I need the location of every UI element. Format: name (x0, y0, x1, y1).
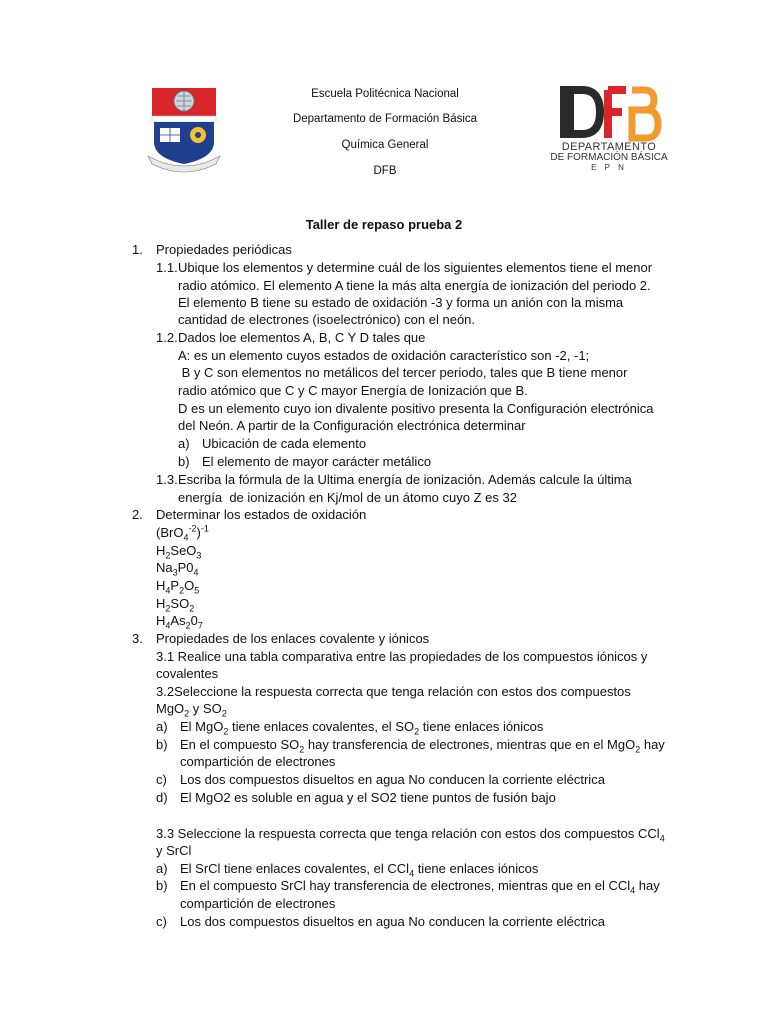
question-line: covalentes (156, 666, 219, 681)
question-line: MgO$_2$ y $SO_2$ (156, 701, 227, 719)
question-line: A: es un elemento cuyos estados de oxidación característico son -2, -1; (178, 348, 590, 363)
question-line: cantidad de electrones (isoelectrónico) con el neón. (178, 312, 476, 327)
question-line: Escriba la fórmula de la Ultima energía de ionización. Además calcule la última (178, 472, 632, 487)
question-line: radio atómico que C y C mayor Energía de Ionización que B. (178, 383, 528, 398)
option-text: Ubicación de cada elemento (202, 436, 367, 451)
option-text: En el compuesto $SO_2$ hay transferencia de electrones, mientras que en el MgO$_2$ hay (180, 737, 665, 755)
dfb-logo-line1: DEPARTAMENTO (561, 141, 657, 153)
option-text: Los dos compuestos disueltos en agua No conducen la corriente eléctrica (180, 914, 605, 929)
question-line: energía de ionización en Kj/mol de un átomo cuyo Z es 32 (178, 490, 517, 505)
option-letter: a) (156, 861, 168, 876)
option-letter: b) (156, 878, 168, 893)
option-text: El MgO$_2$ tiene enlaces covalentes, el $SO_2$ tiene enlaces iónicos (180, 719, 544, 737)
option-letter: b) (178, 454, 190, 469)
formula: $Na_3P0_4$ (156, 560, 199, 578)
option-letter: b) (156, 737, 168, 752)
dfb-logo-line3: E P N (591, 163, 627, 172)
section-heading: Propiedades periódicas (156, 242, 292, 257)
question-number: 1.3. (156, 472, 178, 487)
section-number: 3. (132, 631, 143, 646)
question-line: D es un elemento cuyo ion divalente positivo presenta la Configuración electrónica (178, 401, 654, 416)
formula: $H_4P_2O_5$ (156, 578, 200, 596)
question-number: 1.1. (156, 260, 178, 275)
option-text: El SrCl tiene enlaces covalentes, el CCl$_4$ tiene enlaces iónicos (180, 861, 539, 879)
question-line: radio atómico. El elemento A tiene la más alta energía de ionización del periodo 2. (178, 278, 651, 293)
option-letter: a) (178, 436, 190, 451)
formula: $H_2SeO_3$ (156, 543, 202, 561)
option-text: En el compuesto SrCl hay transferencia de electrones, mientras que en el CCl$_4$ hay (180, 878, 660, 896)
section-heading: Determinar los estados de oxidación (156, 507, 367, 522)
option-letter: c) (156, 772, 167, 787)
option-letter: a) (156, 719, 168, 734)
question-line: Ubique los elementos y determine cuál de los siguientes elementos tiene el menor (178, 260, 653, 275)
formula: $H_4As_20_7$ (156, 613, 203, 631)
question-line: del Neón. A partir de la Configuración electrónica determinar (178, 418, 526, 433)
option-text: El elemento de mayor carácter metálico (202, 454, 432, 469)
section-number: 2. (132, 507, 143, 522)
option-text: Los dos compuestos disueltos en agua No conducen la corriente eléctrica (180, 772, 605, 787)
section-heading: Propiedades de los enlaces covalente y iónicos (156, 631, 430, 646)
question-line: El elemento B tiene su estado de oxidación -3 y forma un anión con la misma (178, 295, 624, 310)
question-line: 3.3 Seleccione la respuesta correcta que tenga relación con estos dos compuestos CCl$_4$ (156, 826, 665, 844)
question-line: B y C son elementos no metálicos del tercer periodo, tales que B tiene menor (178, 365, 628, 380)
formula: $(BrO_4^{-2})^{-1}$ (156, 523, 209, 543)
question-line: 3.1 Realice una tabla comparativa entre las propiedades de los compuestos iónicos y (156, 649, 648, 664)
header-course: Química General (341, 139, 429, 151)
option-text: compartición de electrones (180, 754, 336, 769)
option-letter: d) (156, 790, 168, 805)
dfb-logo-line2: DE FORMACIÓN BÁSICA (550, 152, 668, 163)
section-number: 1. (132, 242, 143, 257)
header-school: Escuela Politécnica Nacional (311, 88, 459, 100)
header-department: Departamento de Formación Básica (292, 113, 478, 125)
question-number: 1.2. (156, 330, 178, 345)
page-title: Taller de repaso prueba 2 (305, 217, 463, 232)
option-letter: c) (156, 914, 167, 929)
question-line: Dados loe elementos A, B, C Y D tales que (178, 330, 426, 345)
option-text: El MgO2 es soluble en agua y el SO2 tiene puntos de fusión bajo (180, 790, 556, 805)
header-code: DFB (373, 165, 397, 177)
question-line: 3.2Seleccione la respuesta correcta que tenga relación con estos dos compuestos (156, 684, 631, 699)
formula: $H_2SO_2$ (156, 596, 195, 614)
dfb-logo (548, 86, 670, 172)
question-line: y SrCl (156, 843, 192, 858)
option-text: compartición de electrones (180, 896, 336, 911)
epn-shield-logo (146, 84, 222, 174)
